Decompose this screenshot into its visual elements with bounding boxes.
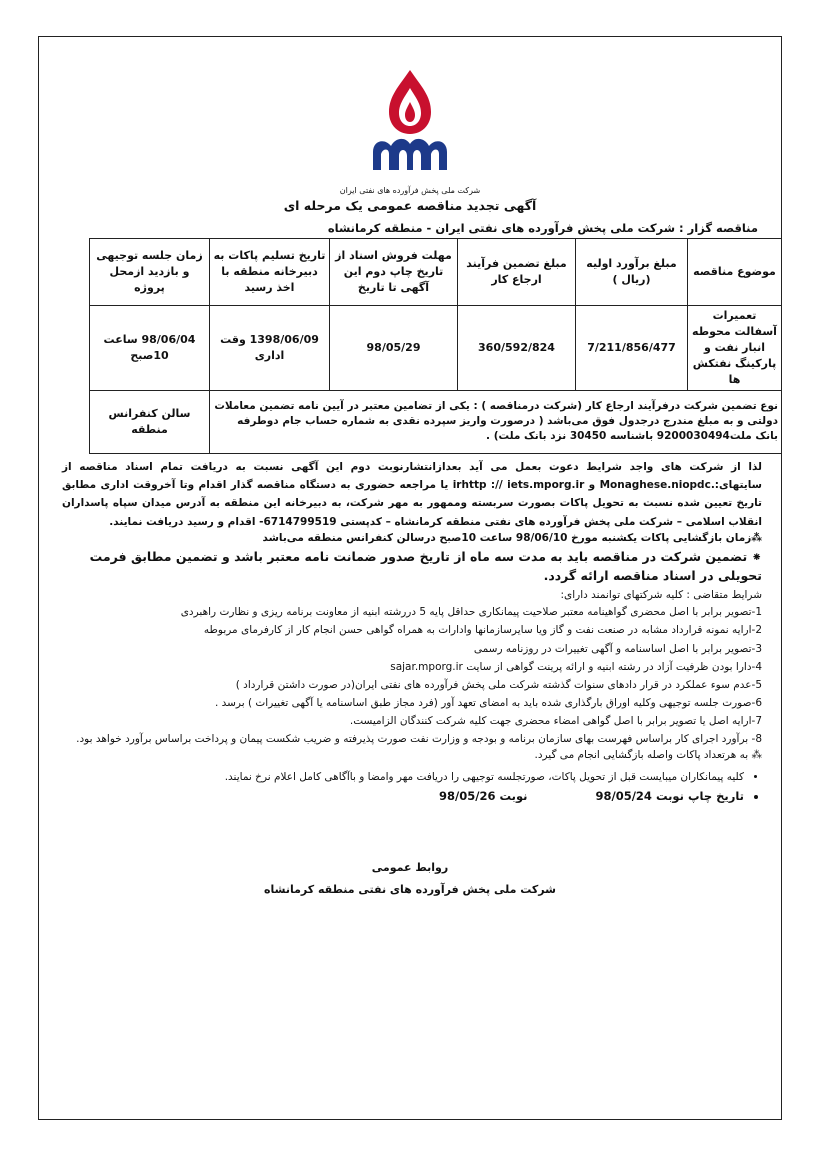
table-header: موضوع مناقصه bbox=[688, 239, 782, 306]
list-item: 4-دارا بودن ظرفیت آزاد در رشته ابنیه و ارائه پرینت گواهی از سایت sajar.mporg.ir bbox=[390, 660, 762, 673]
notice-body bbox=[38, 458, 782, 807]
signature-block bbox=[38, 857, 782, 901]
list-item: 5-عدم سوء عملکرد در قرار دادهای سنوات گذشته شرکت ملی پخش فرآورده های نفتی ایران(در صورت داشتن قرارداد ) bbox=[235, 678, 762, 691]
meeting-location: سالن کنفرانس منطقه bbox=[90, 390, 210, 453]
table-cell: 1398/06/09 وقت اداری bbox=[210, 306, 330, 391]
second-print-date: نوبت 98/05/26 bbox=[439, 789, 528, 804]
guarantee-validity: ⁕ تضمین شرکت در مناقصه باید به مدت سه ماه از تاریخ صدور ضمانت نامه معتبر باشد و تضمین مطابق فرمت تحویلی در اسناد مناقصه ارائه گردد. bbox=[89, 548, 762, 584]
list-item bbox=[62, 786, 744, 807]
list-item: 8- برآورد اجرای کار براساس فهرست بهای سازمان برنامه و بودجه و وزارت نفت صورت پذیرفته و ضریب شکست پیمان و پرداخت براساس برآورد خواهد بود. bbox=[76, 732, 762, 745]
table-header: مبلغ برآورد اولیه (ریال ) bbox=[576, 239, 688, 306]
table-cell: 360/592/824 bbox=[458, 306, 576, 391]
table-header: زمان جلسه توجیهی و بازدید ازمحل پروژه bbox=[90, 239, 210, 306]
conditions-list bbox=[62, 603, 762, 747]
guarantee-note: نوع تضمین شرکت درفرآیند ارجاع کار (شرکت درمناقصه ) : یکی از تضامین معتبر در آیین نامه تضمین معاملات دولتی و به مبلغ مندرج درجدول فوق می‌باشد ( درصورت واریز سپرده نقدی به شماره حساب جام دوطرفه بانک ملت9200030494 باشناسه 30450 نزد بانک ملت) . bbox=[210, 390, 782, 453]
list-item: 2-ارایه نمونه قرارداد مشابه در صنعت نفت و گاز ویا سایرسازمانها وادارات به همراه گواهی حسن انجام کار از کارفرمای مربوطه bbox=[203, 624, 762, 637]
table-cell: 98/06/04 ساعت 10صبح bbox=[90, 306, 210, 391]
flame-logo-icon bbox=[355, 66, 465, 178]
list-item: 7-ارایه اصل یا تصویر برابر با اصل گواهی امضاء محضری جهت کلیه شرکت کنندگان الزامیست. bbox=[349, 714, 762, 727]
first-print-date: تاریخ چاپ نوبت 98/05/24 bbox=[595, 789, 744, 804]
table-cell: 98/05/29 bbox=[330, 306, 458, 391]
list-item: 6-صورت جلسه توجیهی وکلیه اوراق بارگذاری شده باید به امضای تعهد آور (فرد مجاز طبق اساسنامه یا آگهی تغییرات ) برسد . bbox=[214, 696, 762, 709]
bullet-text: کلیه پیمانکاران میبایست قبل از تحویل پاکات، صورتجلسه توجیهی را دریافت مهر وامضا و باآگاهی کامل اعلام نرخ نمایند. bbox=[224, 770, 744, 783]
company-logo bbox=[38, 66, 782, 184]
tender-table bbox=[89, 238, 782, 454]
tender-issuer: مناقصه گزار : شرکت ملی پخش فرآورده های نفتی ایران - منطقه کرمانشاه bbox=[327, 221, 758, 235]
conditions-title: شرایط متقاضی : کلیه شرکتهای توانمند دارای: bbox=[560, 588, 762, 601]
opening-note: ⁂ به هرتعداد پاکات واصله بازگشایی انجام می گیرد. bbox=[534, 748, 762, 761]
table-header-row bbox=[90, 239, 782, 306]
table-header: تاریخ تسلیم پاکات به دبیرخانه منطقه با اخذ رسید bbox=[210, 239, 330, 306]
company-name-footer: شرکت ملی پخش فرآورده های نفتی منطقه کرمانشاه bbox=[264, 883, 556, 897]
table-note-row bbox=[90, 390, 782, 453]
table-header: مبلغ تضمین فرآیند ارجاع کار bbox=[458, 239, 576, 306]
invitation-paragraph: لذا از شرکت های واجد شرایط دعوت بعمل می آید بعدازانتشارنوبت دوم این آگهی نسبت به دریافت تمام اسناد مناقصه از سایتهای:.Monaghese.niopdc و irhttp :// iets.mporg.ir یا مراجعه حضوری به دستگاه مناقصه گذار اقدام وتا آخروقت اداری مطابق تاریخ تعیین شده نسبت به تحویل پاکات بصورت سربسته وممهور به مهر شرکت، به دبیرخانه این منطقه به آدرس میدان سپاه پاسداران انقلاب اسلامی – شرکت ملی پخش فرآورده های نفتی منطقه کرمانشاه – کدپستی 6714799519- اقدام و رسید دریافت نمایند. bbox=[62, 460, 762, 528]
list-item: 3-تصویر برابر با اصل اساسنامه و آگهی تغییرات در روزنامه رسمی bbox=[473, 642, 762, 655]
company-name-small: شرکت ملی پخش فرآورده های نفتی ایران bbox=[339, 186, 481, 195]
table-row bbox=[90, 306, 782, 391]
list-item bbox=[62, 768, 744, 787]
opening-time: ⁂زمان بازگشایی پاکات یکشنبه مورخ 98/06/10 ساعت 10صبح درسالن کنفرانس منطقه می‌باشد bbox=[262, 532, 762, 545]
notice-page bbox=[38, 36, 782, 901]
notice-title: آگهی تجدید مناقصه عمومی یک مرحله ای bbox=[283, 198, 537, 213]
table-header: مهلت فروش اسناد از تاریخ چاپ دوم این آگهی تا تاریخ bbox=[330, 239, 458, 306]
table-cell: 7/211/856/477 bbox=[576, 306, 688, 391]
bullet-list bbox=[62, 768, 762, 808]
list-item: 1-تصویر برابر با اصل محضری گواهینامه معتبر صلاحیت پیمانکاری حداقل پایه 5 دررشته ابنیه از معاونت برنامه ریزی و نظارت راهبردی bbox=[180, 606, 762, 619]
table-cell: تعمیرات آسفالت محوطه انبار نفت و پارکینگ نفتکش ها bbox=[688, 306, 782, 391]
public-relations-label: روابط عمومی bbox=[371, 861, 449, 875]
